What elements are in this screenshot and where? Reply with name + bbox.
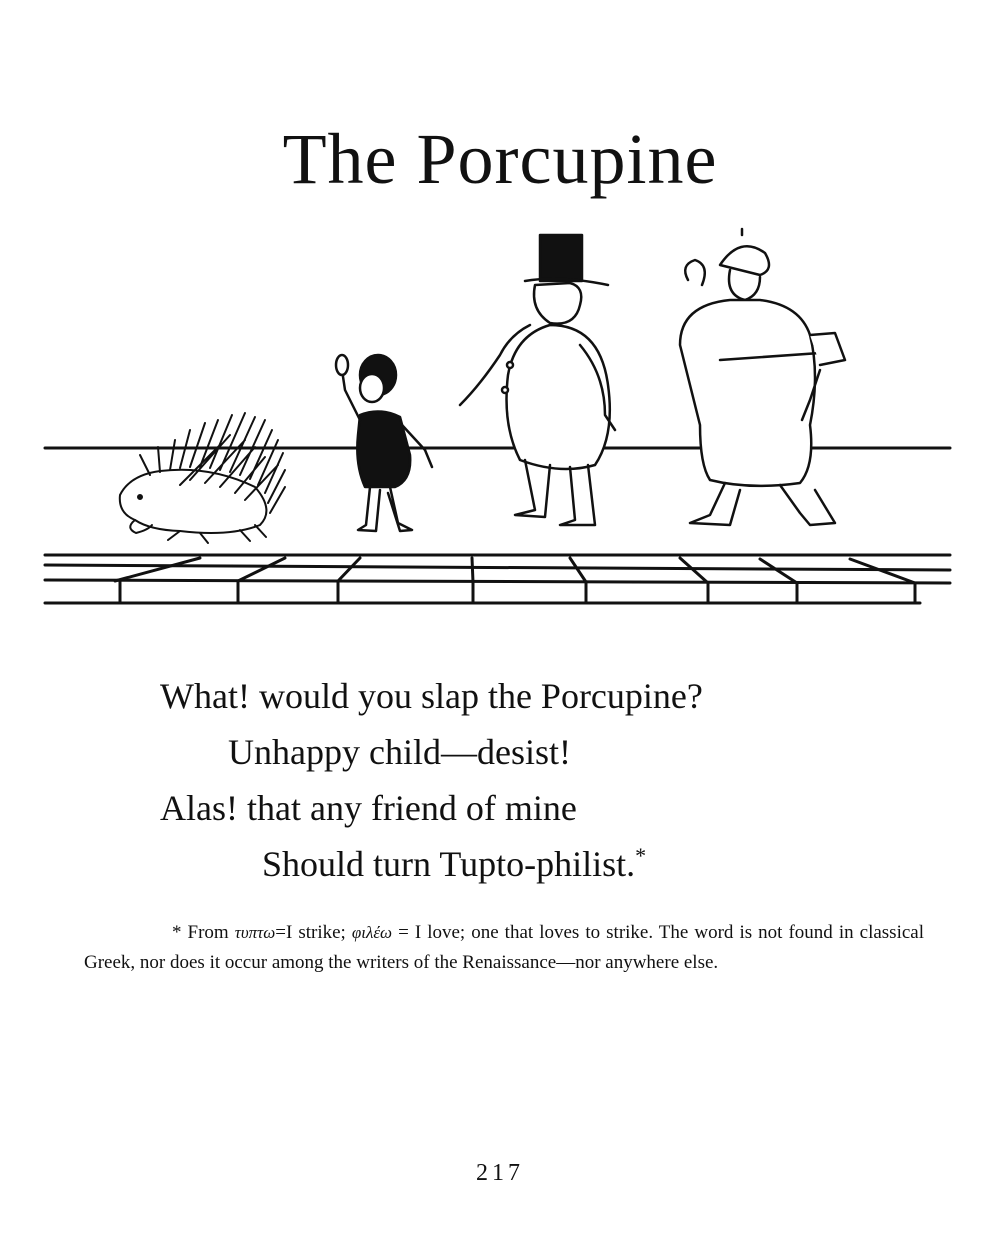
footnote <box>84 918 924 978</box>
gentleman-figure <box>460 235 615 525</box>
footnote-from: From <box>187 922 229 943</box>
pavement <box>45 555 950 603</box>
porcupine-figure <box>120 413 285 543</box>
porcupine-slapping-scene-illustration <box>40 225 960 615</box>
poem-line-3: Alas! that any friend of mine <box>160 788 577 828</box>
footnote-reference-mark: * <box>635 843 647 868</box>
policeman-figure <box>680 229 845 525</box>
poem-line-4-text: Should turn Tupto-philist. <box>262 844 636 884</box>
page-title: The Porcupine <box>282 119 718 199</box>
poem-line-2: Unhappy child—desist! <box>228 732 571 772</box>
footnote-marker: * <box>172 922 182 943</box>
poem-line-1: What! would you slap the Porcupine? <box>160 676 703 716</box>
boy-figure <box>336 355 432 531</box>
footnote-meaning-strike: =I strike; <box>275 922 346 943</box>
page-number: 217 <box>476 1160 524 1186</box>
footnote-meaning-love: = I love; one that loves to strike. The word is not found in classical Greek, nor does it occur among the writers of the Renaissance—nor anywhere else. <box>84 922 924 973</box>
poem-line-4 <box>262 843 646 885</box>
footnote-greek-tupto: τυπτω <box>234 923 276 942</box>
footnote-greek-phileo: φιλέω <box>351 923 393 942</box>
